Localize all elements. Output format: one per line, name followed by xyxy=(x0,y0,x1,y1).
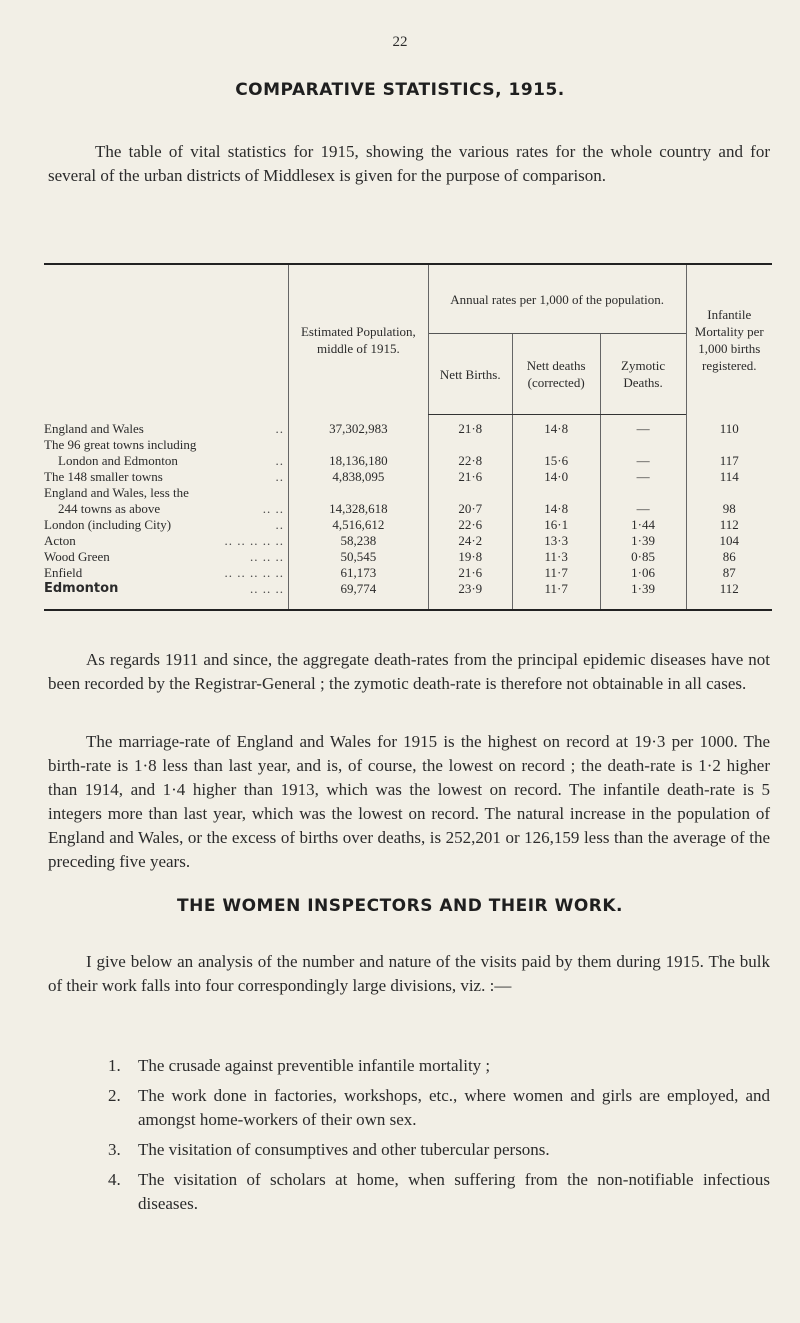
cell-zymotic xyxy=(600,437,686,453)
cell-deaths: 11·7 xyxy=(512,581,600,610)
cell-births: 21·6 xyxy=(428,469,512,485)
list-number: 1. xyxy=(108,1056,121,1075)
table-row xyxy=(44,549,772,565)
table-row xyxy=(44,533,772,549)
table-row xyxy=(44,453,772,469)
header-nett-births: Nett Births. xyxy=(428,334,512,415)
cell-population: 37,302,983 xyxy=(289,415,429,438)
cell-zymotic xyxy=(600,485,686,501)
cell-zymotic: 1·06 xyxy=(600,565,686,581)
cell-population: 50,545 xyxy=(289,549,429,565)
row-label: Enfield .. .. .. .. .. xyxy=(44,565,284,580)
cell-infant: 87 xyxy=(686,565,772,581)
header-nett-deaths: Nett deaths (corrected) xyxy=(512,334,600,415)
cell-infant: 104 xyxy=(686,533,772,549)
table-row xyxy=(44,501,772,517)
cell-infant: 110 xyxy=(686,415,772,438)
list-text: The crusade against preventible infantile mortality ; xyxy=(138,1056,491,1075)
cell-births: 21·6 xyxy=(428,565,512,581)
cell-population: 61,173 xyxy=(289,565,429,581)
list-item xyxy=(110,1054,770,1078)
table-row xyxy=(44,565,772,581)
cell-zymotic: — xyxy=(600,453,686,469)
divisions-list xyxy=(110,1054,770,1222)
header-infantile-mortality: Infantile Mortality per 1,000 births registered. xyxy=(686,264,772,415)
row-label: England and Wales, less the xyxy=(44,485,189,500)
header-annual-rates: Annual rates per 1,000 of the population. xyxy=(428,264,686,334)
list-number: 3. xyxy=(108,1140,121,1159)
row-label: Edmonton .. .. .. xyxy=(44,581,284,596)
cell-population: 18,136,180 xyxy=(289,453,429,469)
cell-deaths: 11·3 xyxy=(512,549,600,565)
statistics-table xyxy=(44,263,772,611)
cell-population xyxy=(289,485,429,501)
cell-deaths: 15·6 xyxy=(512,453,600,469)
cell-deaths: 14·8 xyxy=(512,501,600,517)
row-label: The 148 smaller towns .. xyxy=(44,469,284,484)
cell-infant: 86 xyxy=(686,549,772,565)
cell-births xyxy=(428,485,512,501)
row-label: Wood Green .. .. .. xyxy=(44,549,284,564)
row-label: London and Edmonton .. xyxy=(58,453,284,468)
cell-zymotic: 1·39 xyxy=(600,581,686,610)
list-text: The work done in factories, workshops, etc., where women and girls are employed, and amongst home-workers of their own sex. xyxy=(138,1086,770,1129)
row-label: 244 towns as above .. .. xyxy=(58,501,284,516)
cell-deaths: 14·8 xyxy=(512,415,600,438)
list-item xyxy=(110,1138,770,1162)
cell-births: 22·8 xyxy=(428,453,512,469)
cell-infant: 98 xyxy=(686,501,772,517)
cell-deaths xyxy=(512,437,600,453)
zymotic-note-paragraph: As regards 1911 and since, the aggregate death-rates from the principal epidemic diseases have not been recorded by the Registrar-General ; the zymotic death-rate is therefore not obtainable in all cases. xyxy=(48,650,770,693)
cell-population xyxy=(289,437,429,453)
women-inspectors-paragraph: I give below an analysis of the number and nature of the visits paid by them during 1915. The bulk of their work falls into four correspondingly large divisions, viz. :— xyxy=(48,952,770,995)
cell-zymotic: 1·39 xyxy=(600,533,686,549)
cell-zymotic: 0·85 xyxy=(600,549,686,565)
cell-deaths: 11·7 xyxy=(512,565,600,581)
list-item xyxy=(110,1084,770,1132)
table-row xyxy=(44,415,772,438)
cell-infant: 114 xyxy=(686,469,772,485)
list-number: 2. xyxy=(108,1086,121,1105)
list-item xyxy=(110,1168,770,1216)
cell-zymotic: — xyxy=(600,469,686,485)
row-label: England and Wales .. xyxy=(44,420,284,436)
cell-infant: 112 xyxy=(686,581,772,610)
page-title: COMPARATIVE STATISTICS, 1915. xyxy=(235,80,565,100)
cell-population: 4,838,095 xyxy=(289,469,429,485)
row-label: London (including City) .. xyxy=(44,517,284,532)
row-label: Acton .. .. .. .. .. xyxy=(44,533,284,548)
page-number: 22 xyxy=(392,34,408,50)
list-text: The visitation of consumptives and other tubercular persons. xyxy=(138,1140,550,1159)
marriage-rate-paragraph: The marriage-rate of England and Wales for 1915 is the highest on record at 19·3 per 1000. The birth-rate is 1·8 less than last year, and is, of course, the lowest on record ; the death-rate is 1·2 higher than 1914, and 1·4 higher than 1913, which was the lowest on record. The infantile death-rate is 5 integers more than last year, which was the lowest on record. The natural increase in the population of England and Wales, or the excess of births over deaths, is 252,201 or 126,159 less than the average of the preceding five years. xyxy=(48,732,770,871)
cell-deaths xyxy=(512,485,600,501)
cell-births: 22·6 xyxy=(428,517,512,533)
cell-population: 58,238 xyxy=(289,533,429,549)
table-row xyxy=(44,581,772,610)
cell-zymotic: — xyxy=(600,415,686,438)
cell-population: 4,516,612 xyxy=(289,517,429,533)
cell-population: 14,328,618 xyxy=(289,501,429,517)
header-zymotic-deaths: Zymotic Deaths. xyxy=(600,334,686,415)
cell-deaths: 14·0 xyxy=(512,469,600,485)
cell-births: 19·8 xyxy=(428,549,512,565)
cell-population: 69,774 xyxy=(289,581,429,610)
header-blank xyxy=(44,264,289,415)
cell-infant: 112 xyxy=(686,517,772,533)
cell-infant: 117 xyxy=(686,453,772,469)
cell-births: 20·7 xyxy=(428,501,512,517)
cell-deaths: 13·3 xyxy=(512,533,600,549)
intro-paragraph: The table of vital statistics for 1915, showing the various rates for the whole country and for several of the urban districts of Middlesex is given for the purpose of comparison. xyxy=(48,142,770,185)
cell-births: 21·8 xyxy=(428,415,512,438)
cell-deaths: 16·1 xyxy=(512,517,600,533)
table-row xyxy=(44,437,772,453)
header-population: Estimated Population, middle of 1915. xyxy=(289,264,429,415)
cell-zymotic: — xyxy=(600,501,686,517)
cell-zymotic: 1·44 xyxy=(600,517,686,533)
cell-births: 24·2 xyxy=(428,533,512,549)
table-row xyxy=(44,485,772,501)
section-heading: THE WOMEN INSPECTORS AND THEIR WORK. xyxy=(177,896,623,916)
row-label: The 96 great towns including xyxy=(44,437,197,452)
table-row xyxy=(44,469,772,485)
table-row xyxy=(44,517,772,533)
cell-infant xyxy=(686,485,772,501)
cell-births xyxy=(428,437,512,453)
cell-births: 23·9 xyxy=(428,581,512,610)
list-number: 4. xyxy=(108,1170,121,1189)
cell-infant xyxy=(686,437,772,453)
list-text: The visitation of scholars at home, when suffering from the non-notifiable infectious diseases. xyxy=(138,1170,770,1213)
